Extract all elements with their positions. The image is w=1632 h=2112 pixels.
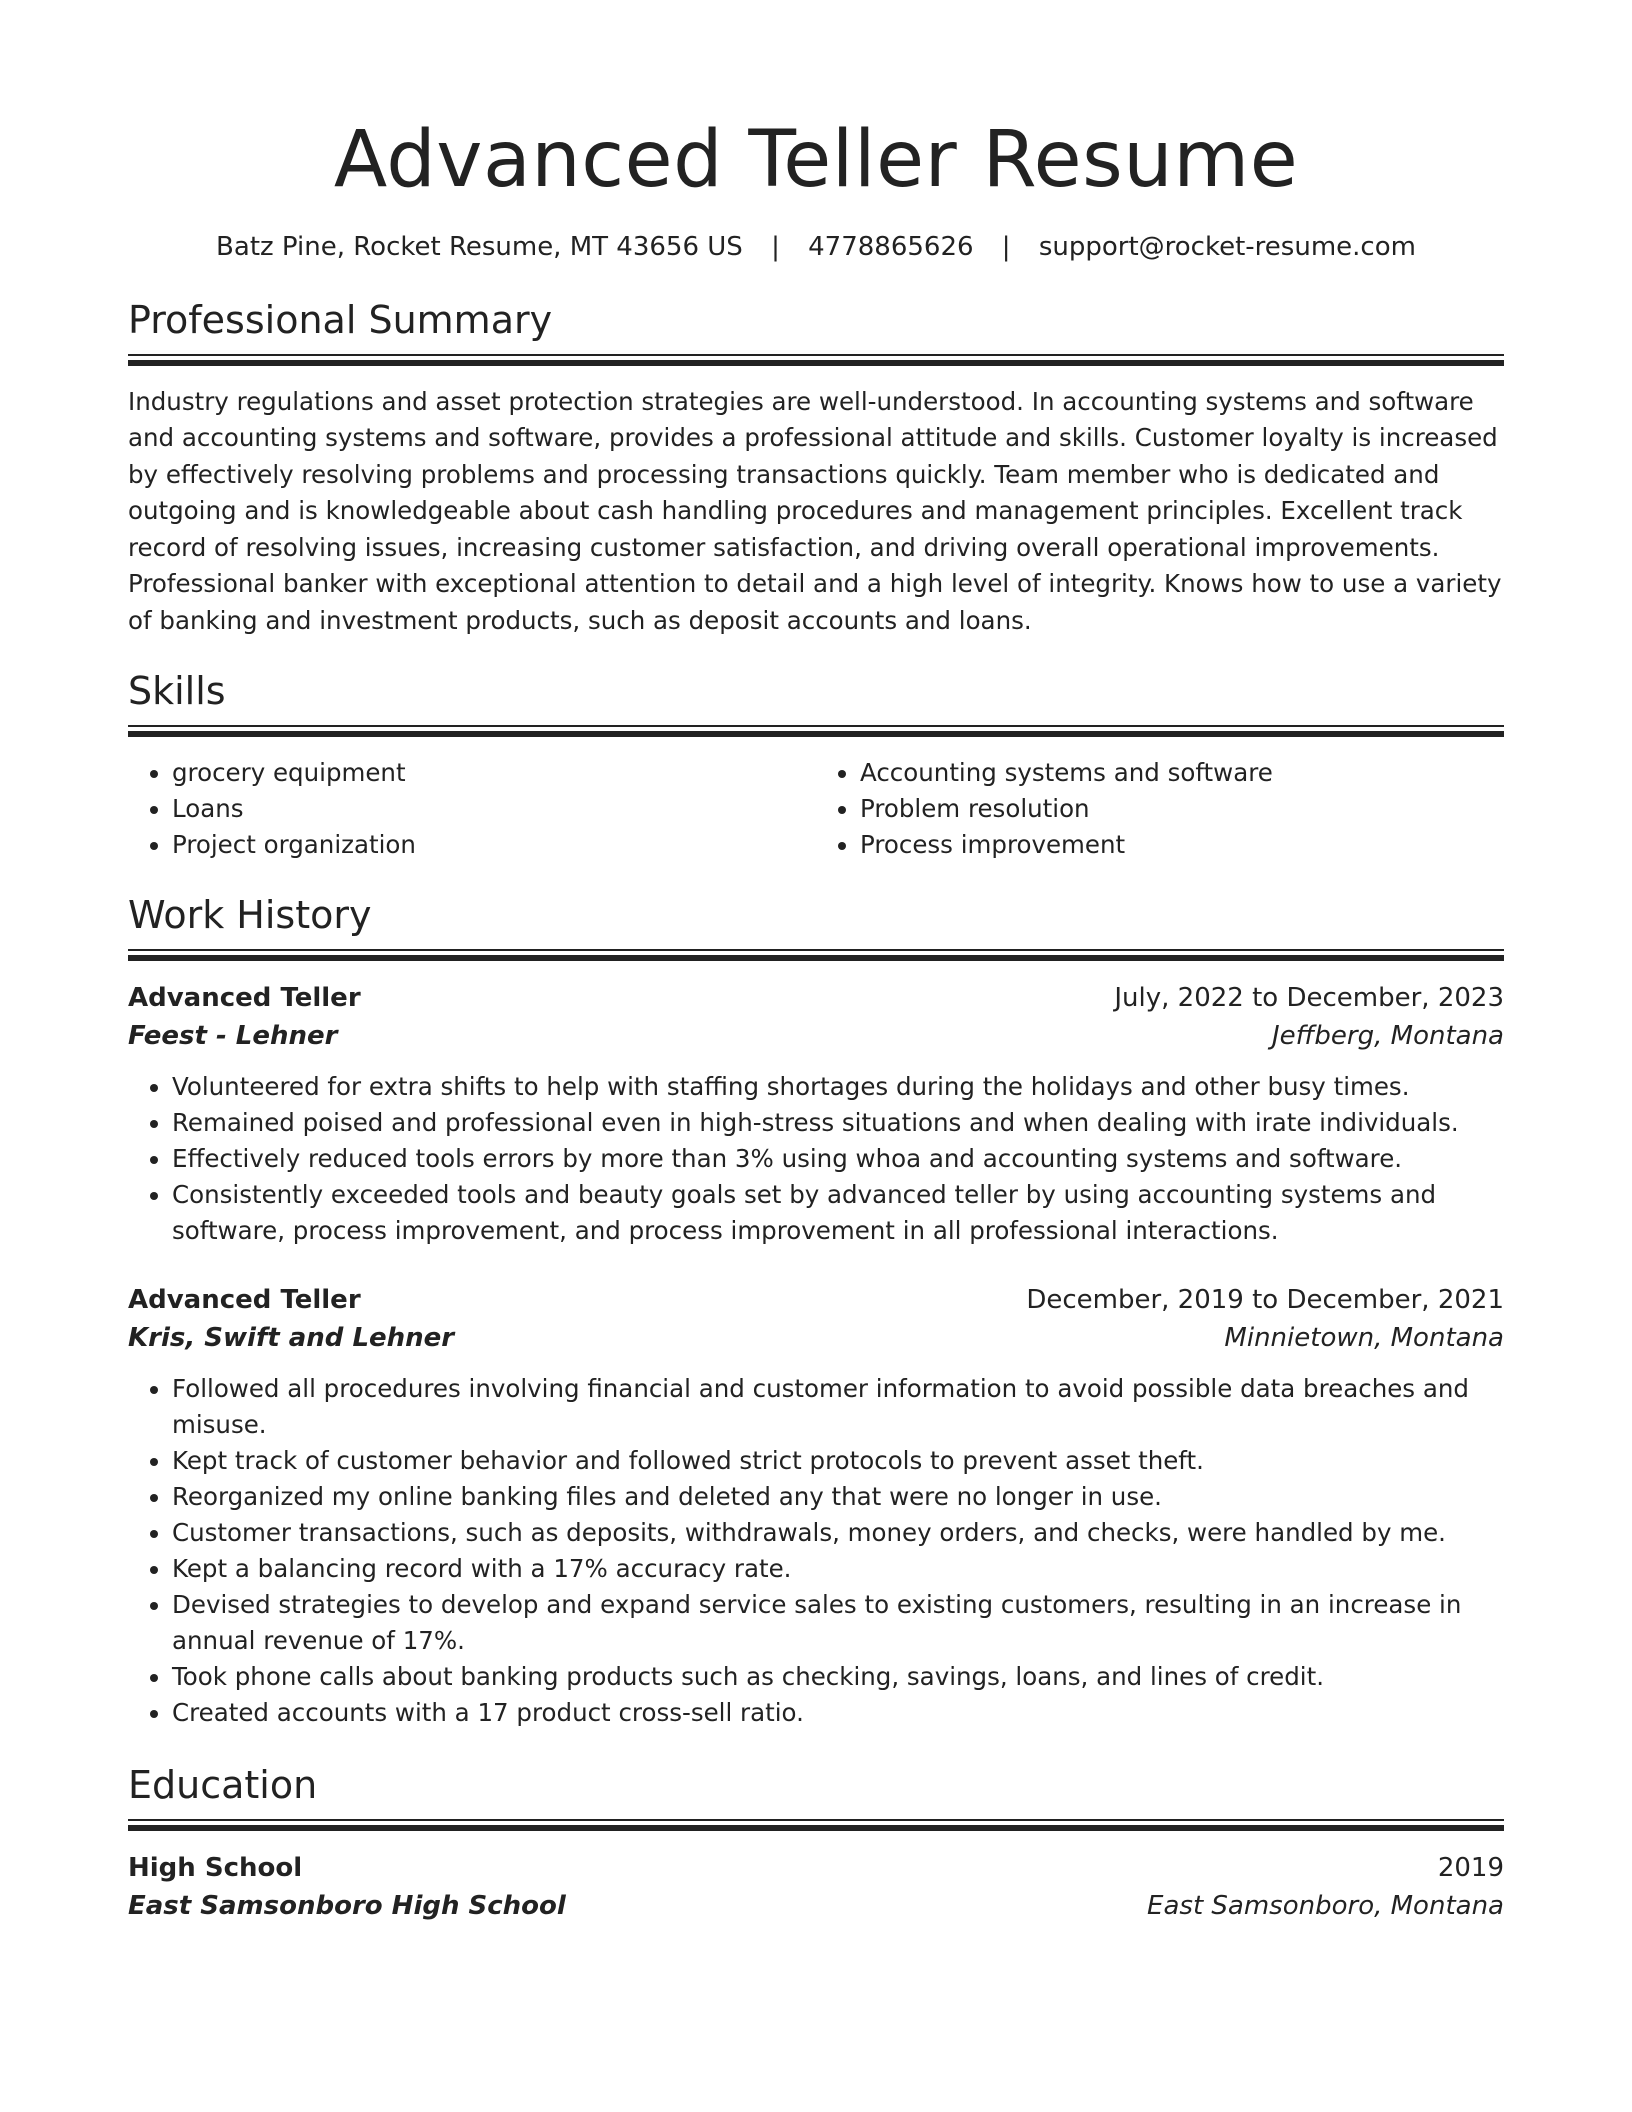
job-entry	[128, 979, 1504, 1249]
skill-item: • Problem resolution	[860, 791, 1504, 827]
job-bullet: • Consistently exceeded tools and beauty goals set by advanced teller by using accounting systems and software, process improvement, and process improvement in all professional interactions.	[172, 1177, 1504, 1249]
job-dates: July, 2022 to December, 2023	[1114, 983, 1504, 1014]
education-year: 2019	[1437, 1853, 1504, 1884]
education-section	[128, 1763, 1504, 1925]
job-company: Kris, Swift and Lehner	[128, 1323, 455, 1354]
skills-column-right	[816, 755, 1504, 863]
skill-item: • Process improvement	[860, 827, 1504, 863]
job-bullet: • Took phone calls about banking products such as checking, savings, loans, and lines of credit.	[172, 1659, 1504, 1695]
resume-title: Advanced Teller Resume	[333, 115, 1299, 205]
job-bullet: • Kept track of customer behavior and followed strict protocols to prevent asset theft.	[172, 1443, 1504, 1479]
work-heading: Work History	[128, 893, 372, 938]
summary-text: Industry regulations and asset protection strategies are well-understood. In accounting systems and software and accounting systems and software, provides a professional attitude and skills. Customer loyalty is increased by effectively resolving problems and processing transactions quickly. Team member who is dedicated and outgoing and is knowledgeable about cash handling procedures and management principles. Excellent track record of resolving issues, increasing customer satisfaction, and driving overall operational improvements. Professional banker with exceptional attention to detail and a high level of integrity. Knows how to use a variety of banking and investment products, such as deposit accounts and loans.	[128, 386, 1502, 635]
job-header-row	[128, 979, 1504, 1017]
job-subheader-row	[128, 1017, 1504, 1055]
job-entry	[128, 1281, 1504, 1731]
job-bullets	[128, 1371, 1504, 1731]
education-subheader-row	[128, 1887, 1504, 1925]
contact-email: support@rocket-resume.com	[1038, 231, 1416, 262]
section-rule-thick	[128, 1825, 1504, 1831]
job-bullet: • Reorganized my online banking files and deleted any that were no longer in use.	[172, 1479, 1504, 1515]
job-header-row	[128, 1281, 1504, 1319]
skill-item: • grocery equipment	[172, 755, 816, 791]
skills-section	[128, 669, 1504, 863]
section-rule-thick	[128, 955, 1504, 961]
education-school: East Samsonboro High School	[128, 1891, 566, 1922]
section-rule-thick	[128, 360, 1504, 366]
education-heading: Education	[128, 1763, 318, 1808]
job-bullet: • Created accounts with a 17 product cross-sell ratio.	[172, 1695, 1504, 1731]
skill-item: • Loans	[172, 791, 816, 827]
work-section	[128, 893, 1504, 1731]
skills-list-left	[128, 755, 816, 863]
contact-separator: |	[1001, 231, 1011, 262]
skill-item: • Project organization	[172, 827, 816, 863]
skills-heading: Skills	[128, 669, 226, 714]
skills-grid	[128, 755, 1504, 863]
job-subheader-row	[128, 1319, 1504, 1357]
section-rule-thin	[128, 1819, 1504, 1821]
job-bullet: • Effectively reduced tools errors by more than 3% using whoa and accounting systems and software.	[172, 1141, 1504, 1177]
contact-phone: 4778865626	[808, 231, 974, 262]
job-bullet: • Kept a balancing record with a 17% accuracy rate.	[172, 1551, 1504, 1587]
contact-line	[128, 232, 1504, 262]
skills-list-right	[816, 755, 1504, 863]
job-bullet: • Devised strategies to develop and expand service sales to existing customers, resulting in an increase in annual revenue of 17%.	[172, 1587, 1504, 1659]
section-rule-thick	[128, 731, 1504, 737]
job-bullet: • Remained poised and professional even in high-stress situations and when dealing with irate individuals.	[172, 1105, 1504, 1141]
job-title: Advanced Teller	[128, 983, 361, 1014]
contact-separator: |	[771, 231, 780, 262]
contact-address: Batz Pine, Rocket Resume, MT 43656 US	[216, 231, 743, 262]
skill-item: • Accounting systems and software	[860, 755, 1504, 791]
job-bullet: • Followed all procedures involving financial and customer information to avoid possible data breaches and misuse.	[172, 1371, 1504, 1443]
job-location: Jeffberg, Montana	[1271, 1021, 1504, 1052]
education-location: East Samsonboro, Montana	[1147, 1891, 1504, 1922]
summary-section	[128, 298, 1504, 640]
job-bullet: • Volunteered for extra shifts to help with staffing shortages during the holidays and other busy times.	[172, 1069, 1504, 1105]
job-dates: December, 2019 to December, 2021	[1026, 1285, 1504, 1316]
education-degree: High School	[128, 1853, 303, 1884]
job-bullet: • Customer transactions, such as deposits, withdrawals, money orders, and checks, were handled by me.	[172, 1515, 1504, 1551]
education-header-row	[128, 1849, 1504, 1887]
job-location: Minnietown, Montana	[1224, 1323, 1504, 1354]
section-rule-thin	[128, 949, 1504, 951]
job-company: Feest - Lehner	[128, 1021, 338, 1052]
job-title: Advanced Teller	[128, 1285, 361, 1316]
job-bullets	[128, 1069, 1504, 1249]
summary-heading: Professional Summary	[128, 297, 553, 342]
section-rule-thin	[128, 354, 1504, 356]
section-rule-thin	[128, 725, 1504, 727]
skills-column-left	[128, 755, 816, 863]
